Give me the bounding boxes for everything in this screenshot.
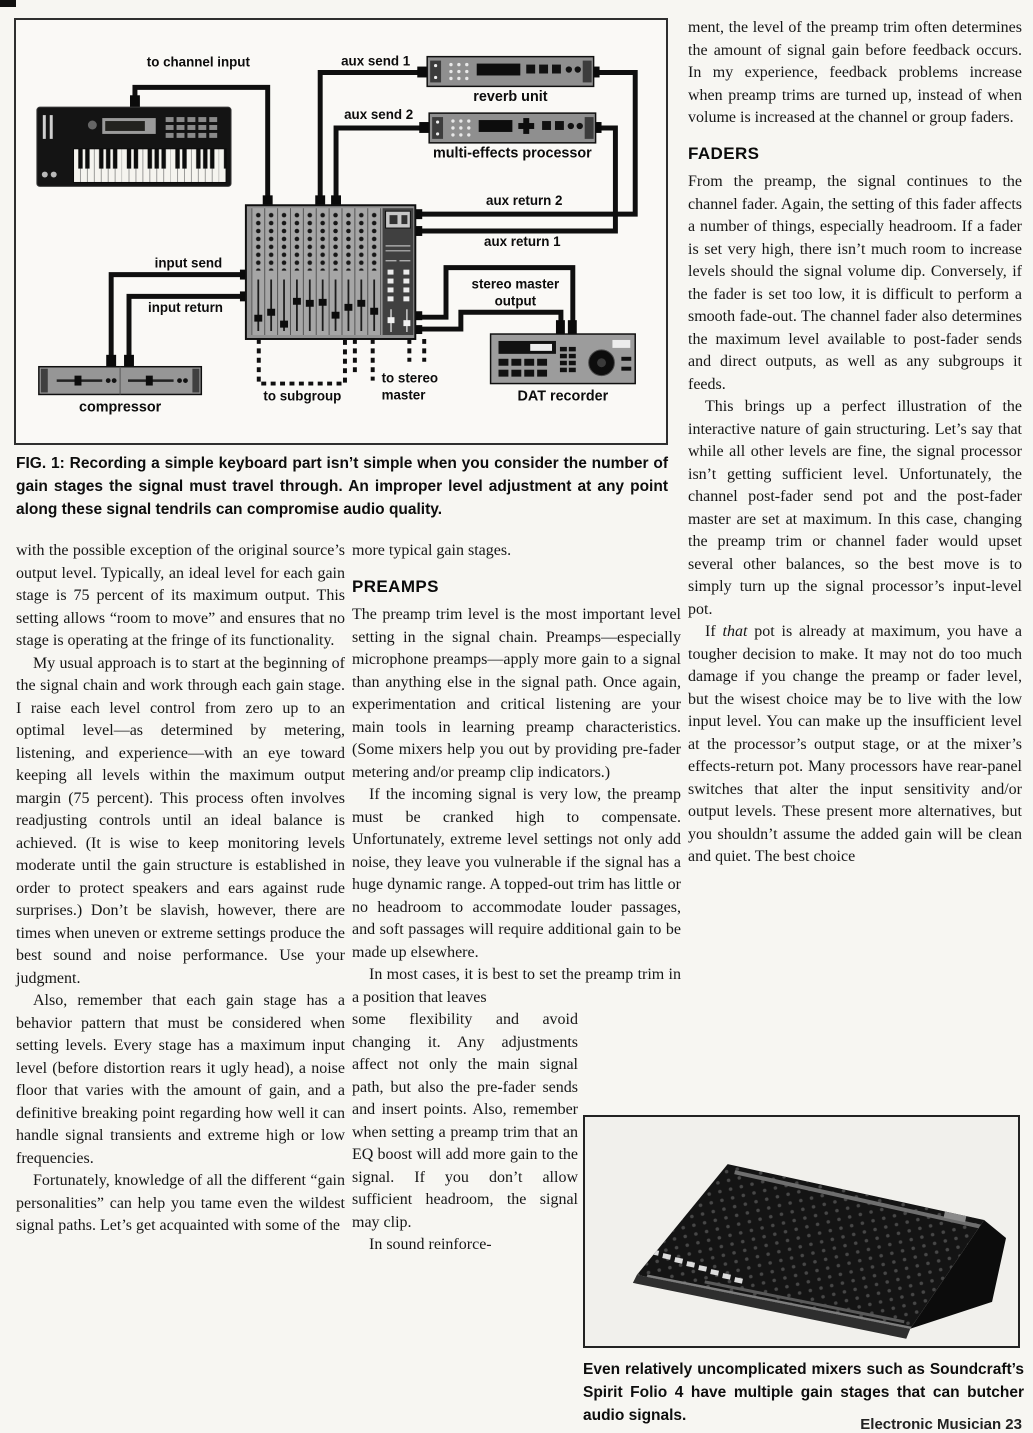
paragraph: In most cases, it is best to set the preamp trim in a position that leaves	[352, 966, 681, 1006]
label-compressor: compressor	[78, 399, 162, 416]
paragraph: In sound reinforce-	[369, 1236, 492, 1253]
paragraph: ment, the level of the preamp trim often determines the amount of signal gain before feedback occurs. In my experience, feedback problems increase when preamp trims are turned up, instead of when volume is increased at the channel or group faders.	[688, 19, 1022, 126]
label-stereo-master-line2: output	[494, 293, 537, 309]
paragraph: This brings up a perfect illustration of the interactive nature of gain structuring. Let’s say that while all other levels are fine, the signal processor isn’t getting sufficient level. Unfortunately, the channel post-fader send pot and the post-fader master are set at maximum. In this case, changing the preamp trim or channel fader would upset several other balances, so the best move is to simply turn up the signal processor’s input-level pot.	[688, 398, 1022, 618]
heading-preamps: PREAMPS	[352, 576, 439, 596]
mixer-photo-image	[585, 1117, 1018, 1346]
mixer	[246, 205, 415, 339]
label-to-stereo-line1: to stereo	[381, 370, 439, 386]
reverb-unit	[427, 57, 593, 87]
multi-effects-processor	[429, 113, 595, 143]
paragraph	[688, 621, 1022, 869]
label-multi-effects-processor: multi-effects processor	[432, 145, 592, 162]
heading-faders: FADERS	[688, 143, 760, 163]
label-aux-send-2: aux send 2	[344, 107, 414, 123]
page-footer: Electronic Musician 23	[860, 1416, 1022, 1433]
compressor-unit	[39, 367, 201, 395]
dat-recorder	[491, 334, 636, 384]
article-column-1	[16, 540, 345, 1238]
figure-1-diagram	[14, 18, 668, 445]
figure-1-caption: FIG. 1: Recording a simple keyboard part isn’t simple when you consider the number of gain stages the signal must travel through. An improper level adjustment at any point along these signal tendrils can compromise audio quality.	[16, 455, 668, 518]
label-to-subgroup: to subgroup	[263, 388, 342, 404]
mixer-photo-caption: Even relatively uncomplicated mixers such as Soundcraft’s Spirit Folio 4 have multiple gain stages that can butcher audio signals.	[583, 1361, 1024, 1424]
label-input-send: input send	[154, 255, 223, 271]
signal-chain-diagram	[16, 20, 666, 443]
paragraph: Fortunately, knowledge of all the different “gain personalities” can help you tame even the wildest signal paths. Let’s get acquainted with some of the	[16, 1172, 345, 1234]
paragraph: If the incoming signal is very low, the preamp must be cranked high to compensate. Unfortunately, extreme level settings not only add noise, they leave you vulnerable if the signal has a huge dynamic range. A topped-out trim has little or no headroom to accommodate louder passages, and soft passages will require additional gain to be made up elsewhere.	[352, 786, 681, 961]
emphasized-word: that	[722, 623, 748, 640]
paragraph: The preamp trim level is the most important level setting in the signal chain. Preamps—especially microphone preamps—apply more gain to a signal than anything else in the signal path. Once again, experimentation and critical listening are your main tools in learning preamp characteristics. (Some mixers help you out by providing pre-fader metering and/or preamp clip indicators.)	[352, 606, 681, 781]
article-column-3	[688, 17, 1022, 869]
label-aux-send-1: aux send 1	[341, 53, 411, 69]
keyboard-synth	[37, 107, 231, 186]
label-dat-recorder: DAT recorder	[517, 388, 609, 405]
label-reverb-unit: reverb unit	[473, 89, 548, 106]
paragraph-text: pot is already at maximum, you have a tougher decision to make. It may not do too much damage if you change the preamp or fader level, but the wisest choice may be to live with the low input level. You can make up the insufficient level at the processor’s output stage, or at the mixer’s effects-return pot. Many processors have rear-panel switches that alter the input sensitivity and/or output levels. These present more alternatives, but you shouldn’t assume the added gain will be clean and quiet. The best choice	[688, 623, 1023, 865]
paragraph: with the possible exception of the original source’s output level. Typically, an ideal level for each gain stage is 75 percent of its maximum output. This setting allows “room to move” and ensures that no stage is operating at the fringe of its functionality.	[16, 542, 345, 649]
paragraph: Also, remember that each gain stage has a behavior pattern that must be considered when setting levels. Every stage has a maximum input level (before distortion rears it ugly head), a noise floor that varies with the amount of gain, and a definitive breaking point regarding how well it can handle signal transients and extreme high or low frequencies.	[16, 992, 345, 1167]
label-aux-return-2: aux return 2	[486, 193, 563, 209]
page-edge-mark	[0, 0, 16, 7]
label-to-stereo-line2: master	[381, 387, 426, 403]
paragraph: more typical gain stages.	[352, 542, 512, 559]
label-aux-return-1: aux return 1	[484, 233, 561, 249]
label-input-return: input return	[147, 300, 223, 316]
paragraph: From the preamp, the signal continues to the channel fader. Again, the setting of this fader affects a number of things, especially headroom. If a fader is set very high, there isn’t much room to increase levels should the signal volume dip. Conversely, if the fader is set too low, it is difficult to perform a smooth fade-out. The channel fader also determines the maximum level available to post-fader sends and direct outputs, as well as any subgroups it feeds.	[688, 173, 1022, 393]
paragraph: some flexibility and avoid changing it. Any adjustments affect not only the main signal path, but also the pre-fader sends and insert points. Also, remember when setting a preamp trim that an EQ boost will add more gain to the signal. If you don’t allow sufficient headroom, the signal may clip.	[352, 1011, 578, 1231]
paragraph-text: If	[705, 623, 723, 640]
label-stereo-master-line1: stereo master	[471, 276, 560, 292]
label-to-channel-input: to channel input	[146, 54, 250, 70]
mixer-photo	[583, 1115, 1020, 1348]
paragraph: My usual approach is to start at the beginning of the signal chain and work through each gain stage. I raise each level control from zero up to an optimal level—as determined by metering, listening, and experience—with an eye toward keeping all levels within the maximum output margin (75 percent). This process often involves readjusting controls until an ideal balance is achieved. (It is wise to keep monitoring levels moderate until the gain structure is established in order to protect speakers and ears against rude surprises.) Don’t be slavish, however, there are times when uneven or extreme settings produce the best sound and noise performance. Use your judgment.	[16, 654, 345, 987]
text-wrap-beside-photo	[352, 1009, 578, 1257]
